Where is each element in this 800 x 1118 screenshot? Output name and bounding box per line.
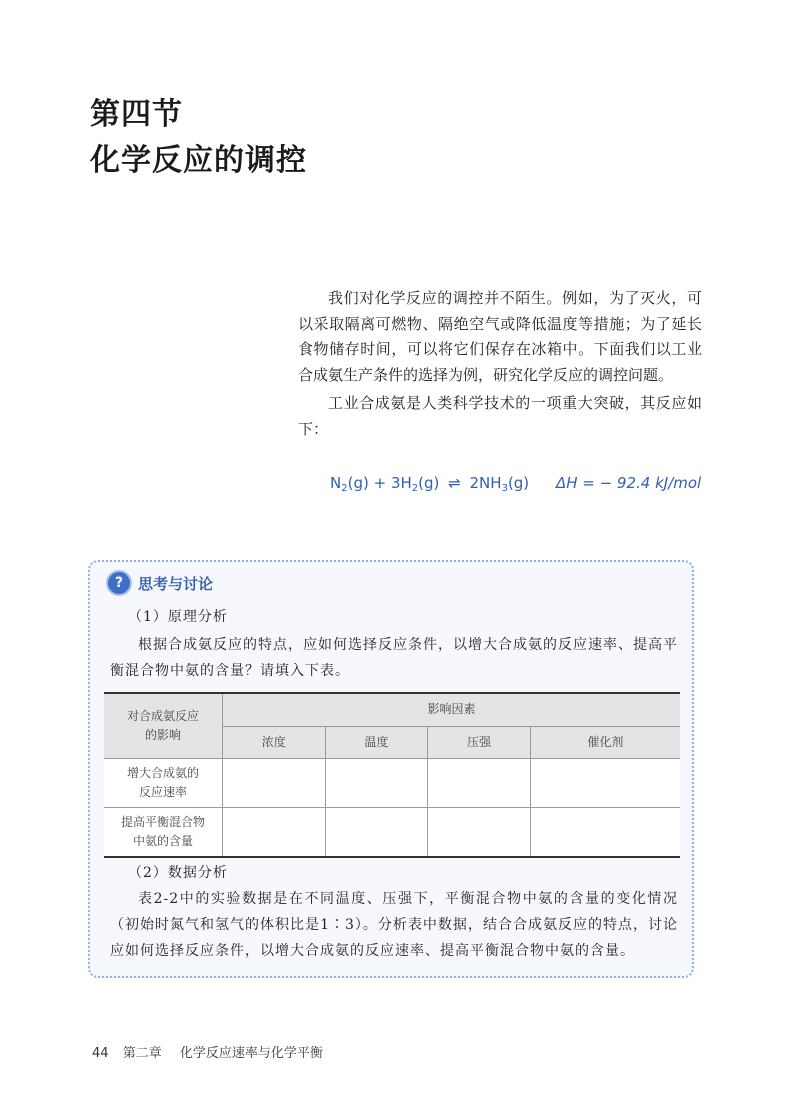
table-cell[interactable] — [325, 808, 428, 858]
discussion-title: 思考与讨论 — [138, 574, 214, 593]
chapter-number: 第二章 — [122, 1046, 162, 1061]
column-header-concentration: 浓度 — [223, 726, 326, 759]
part1-text: 根据合成氨反应的特点，应如何选择反应条件，以增大合成氨的反应速率、提高平衡混合物中氨的含量？请填入下表。 — [110, 637, 678, 679]
section-title: 化学反应的调控 — [90, 143, 307, 178]
part2-text: 表2-2中的实验数据是在不同温度、压强下，平衡混合物中氨的含量的变化情况（初始时氮气和氢气的体积比是1∶3）。分析表中数据，结合合成氨反应的特点，讨论应如何选择反应条件，以增大合成氨的反应速率、提高平衡混合物中氨的含量。 — [110, 891, 678, 959]
discussion-box — [88, 560, 694, 978]
table-cell[interactable] — [428, 759, 531, 808]
intro-text — [298, 286, 702, 445]
table-row — [104, 759, 680, 808]
factor-table — [104, 692, 680, 858]
enthalpy-change: ΔH = − 92.4 kJ/mol — [555, 474, 702, 492]
table-cell[interactable] — [530, 808, 680, 858]
table-cell[interactable] — [325, 759, 428, 808]
column-header-pressure: 压强 — [428, 726, 531, 759]
table-row — [104, 808, 680, 858]
table-corner-header: 对合成氨反应 的影响 — [104, 693, 223, 759]
chapter-title: 化学反应速率与化学平衡 — [179, 1046, 323, 1061]
row-label-rate: 增大合成氨的 反应速率 — [104, 759, 223, 808]
page-number: 44 — [92, 1046, 109, 1061]
part1-heading: （1）原理分析 — [128, 609, 228, 625]
row-label-yield: 提高平衡混合物 中氨的含量 — [104, 808, 223, 858]
section-heading — [90, 92, 307, 184]
equilibrium-arrow-icon: ⇌ — [448, 474, 461, 492]
column-header-temperature: 温度 — [325, 726, 428, 759]
discussion-header — [106, 570, 213, 596]
table-cell[interactable] — [223, 759, 326, 808]
intro-paragraph: 我们对化学反应的调控并不陌生。例如，为了灭火，可以采取隔离可燃物、隔绝空气或降低温度等措施；为了延长食物储存时间，可以将它们保存在冰箱中。下面我们以工业合成氨生产条件的选择为例，研究化学反应的调控问题。 — [298, 289, 702, 384]
column-header-catalyst: 催化剂 — [530, 726, 680, 759]
intro-paragraph: 工业合成氨是人类科学技术的一项重大突破，其反应如下： — [298, 394, 702, 438]
reaction-equation: $N_2(g) + 3H_2(g)$ ⇌ $2NH_3(g) \Delta H$ = − 92.4 kJ/mol — [330, 474, 702, 494]
table-group-header: 影响因素 — [223, 693, 681, 726]
section-number: 第四节 — [90, 97, 183, 132]
table-cell[interactable] — [223, 808, 326, 858]
page-footer — [92, 1042, 323, 1061]
table-cell[interactable] — [428, 808, 531, 858]
table-cell[interactable] — [530, 759, 680, 808]
part2-heading: （2）数据分析 — [128, 865, 228, 881]
discussion-icon: ? — [106, 570, 132, 596]
